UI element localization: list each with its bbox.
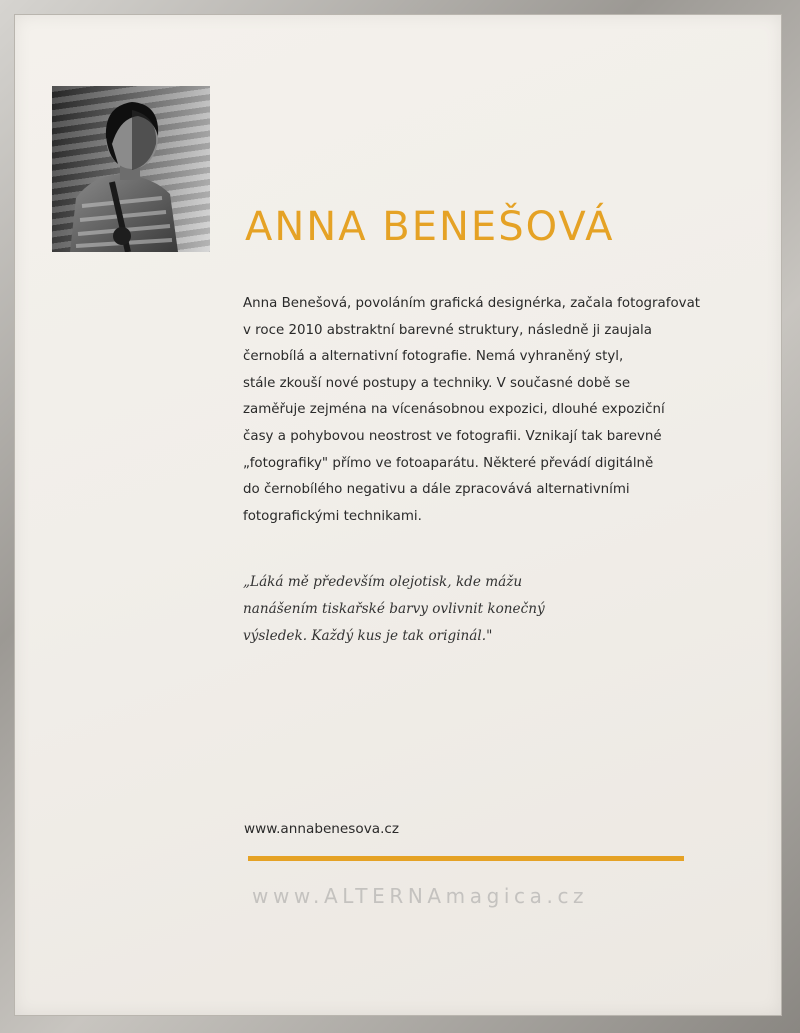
website-link[interactable]: www.annabenesova.cz (244, 821, 399, 837)
bio-line: zaměřuje zejména na vícenásobnou expozici, dlouhé expoziční (243, 402, 665, 418)
bio-line: stále zkouší nové postupy a techniky. V současné době se (243, 375, 631, 391)
artist-bio (243, 291, 723, 530)
quote-line: „Láká mě především olejotisk, kde mážu (243, 574, 523, 590)
quote-line: výsledek. Každý kus je tak originál." (243, 628, 493, 644)
bio-line: černobílá a alternativní fotografie. Nemá vyhraněný styl, (243, 349, 624, 365)
portrait-photo-icon (52, 86, 210, 252)
bio-line: do černobílého negativu a dále zpracovává alternativními (243, 482, 630, 498)
bio-line: v roce 2010 abstraktní barevné struktury, následně ji zaujala (243, 322, 652, 338)
footer-brand-url: www.ALTERNAmagica.cz (252, 884, 589, 908)
quote-line: nanášením tiskařské barvy ovlivnit konečný (243, 601, 545, 617)
bio-line: Anna Benešová, povoláním grafická designérka, začala fotografovat (243, 296, 701, 311)
artist-quote (243, 569, 723, 650)
accent-divider (248, 856, 684, 861)
exhibition-poster (14, 14, 782, 1016)
bio-line: fotografickými technikami. (243, 508, 422, 524)
bio-line: „fotografiky" přímo ve fotoaparátu. Některé převádí digitálně (243, 455, 654, 471)
artist-name: ANNA BENEŠOVÁ (245, 204, 615, 250)
portrait-photo (52, 86, 210, 252)
bio-line: časy a pohybovou neostrost ve fotografii. Vznikají tak barevné (243, 428, 662, 444)
